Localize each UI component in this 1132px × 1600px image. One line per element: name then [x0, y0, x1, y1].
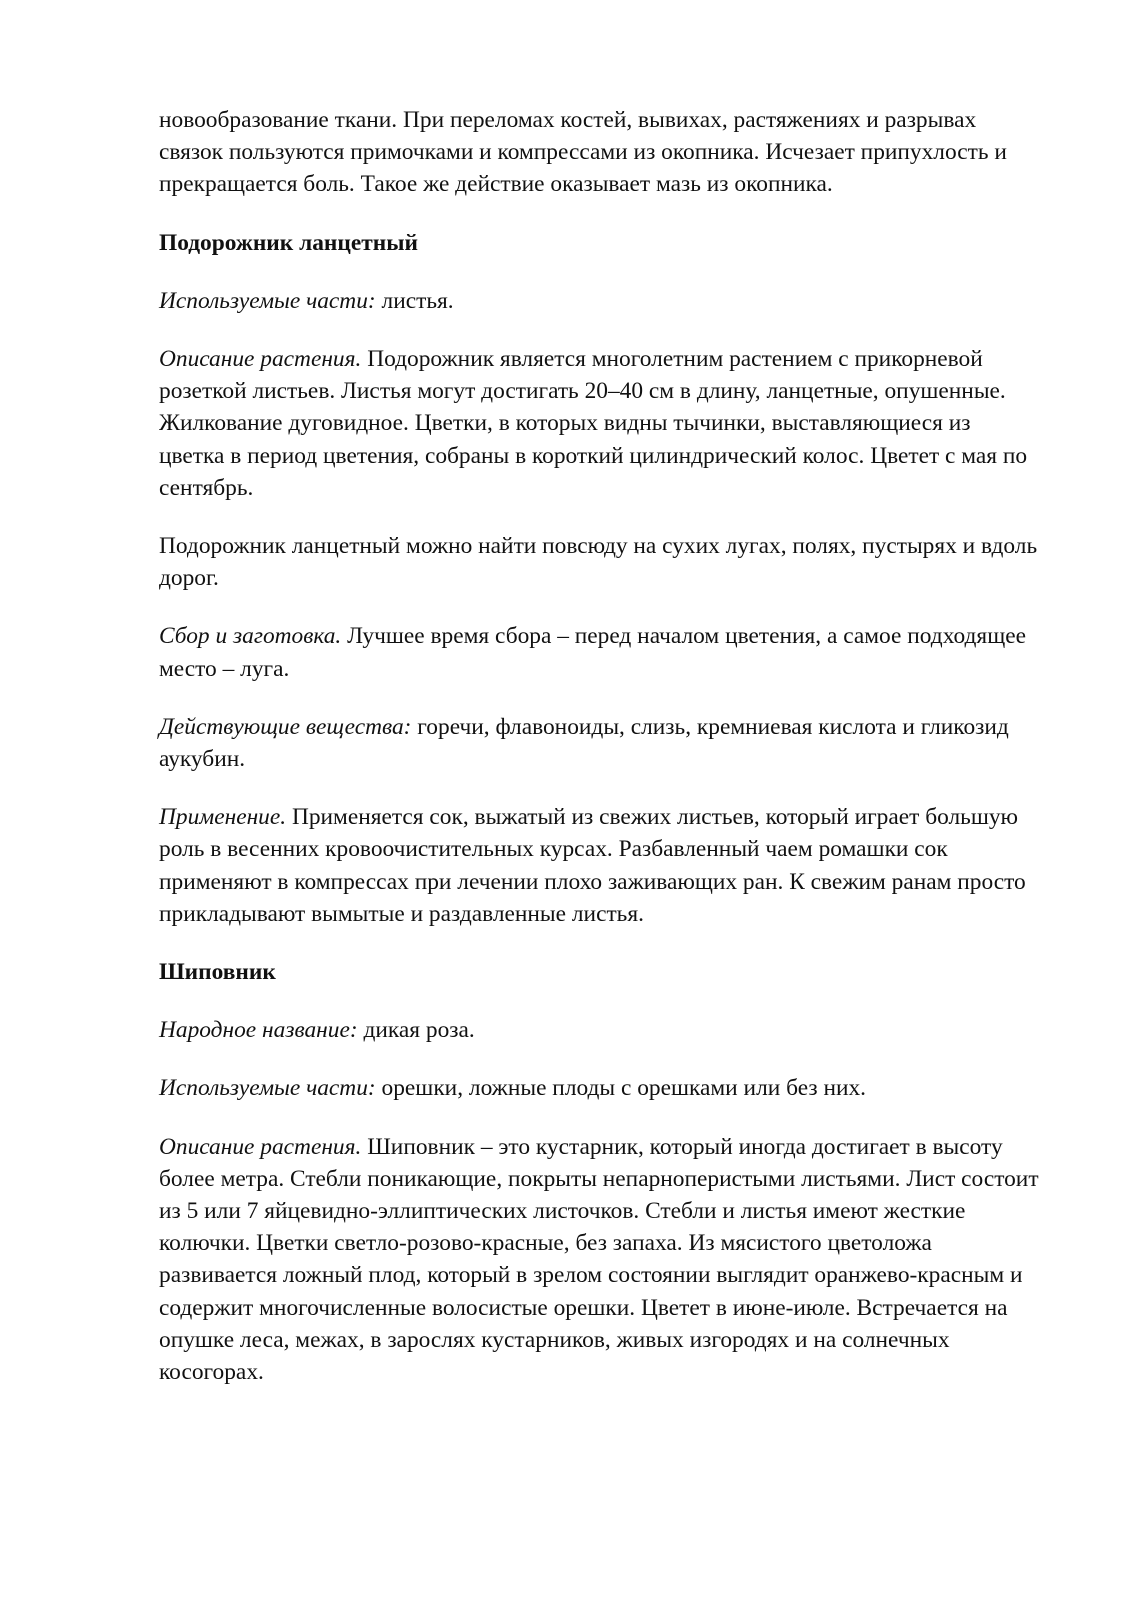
plantain-collection-label: Сбор и заготовка. [159, 623, 342, 650]
plantain-active-label: Действующие вещества: [159, 713, 412, 740]
plantain-active-substances [159, 711, 1039, 775]
plantain-habitat-text: Подорожник ланцетный можно найти повсюду на сухих лугах, полях, пустырях и вдоль дорог. [159, 533, 1038, 592]
rosehip-description-label: Описание растения. [159, 1133, 362, 1160]
plantain-description-label: Описание растения. [159, 346, 362, 373]
plantain-collection-text: Лучшее время сбора – перед началом цветения, а самое подходящее место – луга. [159, 623, 1026, 682]
section-title-rosehip: Шиповник [159, 959, 276, 986]
rosehip-parts-text: орешки, ложные плоды с орешками или без них. [375, 1075, 867, 1102]
plantain-description-text: Подорожник является многолетним растением с прикорневой розеткой листьев. Листья могут достигать 20–40 см в длину, ланцетные, опушенные. Жилкование дуговидное. Цветки, в которых видны тычинки, выставляющиеся из цветка в период цветения, собраны в короткий цилиндрический колос. Цветет с мая по сентябрь. [159, 346, 1028, 501]
document-page [159, 104, 1039, 1414]
plantain-parts [159, 285, 1039, 317]
plantain-usage-label: Применение. [159, 804, 287, 831]
section-title-plantain: Подорожник ланцетный [159, 229, 418, 256]
plantain-collection [159, 620, 1039, 684]
plantain-usage-text: Применяется сок, выжатый из свежих листьев, который играет большую роль в весенних кровоочистительных курсах. Разбавленный чаем ромашки сок применяют в компрессах при лечении плохо заживающих ран. К свежим ранам просто прикладывают вымытые и раздавленные листья. [159, 804, 1026, 927]
rosehip-folk-name [159, 1014, 1039, 1046]
rosehip-description-text: Шиповник – это кустарник, который иногда достигает в высоту более метра. Стебли поникающие, покрыты непарноперистыми листьями. Лист состоит из 5 или 7 яйцевидно-эллиптических листочков. Стебли и листья имеют жесткие колючки. Цветки светло-розово-красные, без запаха. Из мясистого цветоложа развивается ложный плод, который в зрелом состоянии выглядит оранжево-красным и содержит многочисленные волосистые орешки. Цветет в июне-июле. Встречается на опушке леса, межах, в зарослях кустарников, живых изгородях и на солнечных косогорах. [159, 1133, 1039, 1386]
plantain-usage [159, 801, 1039, 930]
rosehip-parts [159, 1072, 1039, 1104]
rosehip-description [159, 1131, 1039, 1389]
plantain-parts-text: листья. [375, 287, 454, 314]
paragraph-continuation [159, 104, 1039, 201]
plantain-habitat [159, 530, 1039, 594]
plantain-active-text: горечи, флавоноиды, слизь, кремниевая кислота и гликозид аукубин. [159, 713, 1009, 773]
rosehip-folk-label: Народное название: [159, 1017, 358, 1044]
paragraph-text: новообразование ткани. При переломах костей, вывихах, растяжениях и разрывах связок пользуются примочками и компрессами из окопника. Исчезает припухлость и прекращается боль. Такое же действие оказывает мазь из окопника. [159, 107, 1007, 198]
plantain-description [159, 343, 1039, 504]
plantain-parts-label: Используемые части: [159, 287, 376, 314]
rosehip-parts-label: Используемые части: [159, 1075, 376, 1102]
rosehip-folk-text: дикая роза. [357, 1017, 475, 1044]
